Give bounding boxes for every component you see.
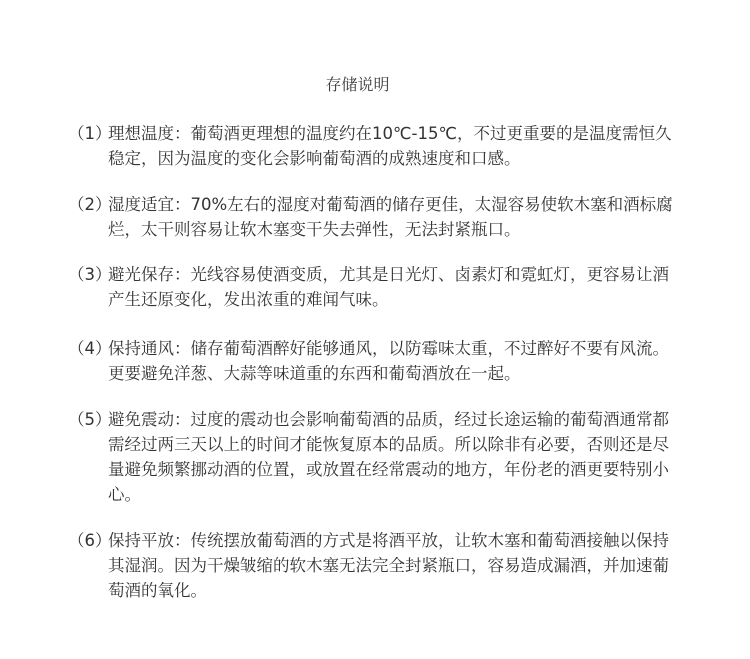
- item-number: （6）: [68, 531, 112, 550]
- item-text: 湿度适宜：70%左右的湿度对葡萄酒的储存更佳，太湿容易使软木塞和酒标腐烂，太干则容易让软木塞变干失去弹性，无法封紧瓶口。: [108, 195, 673, 239]
- item-number: （2）: [68, 195, 112, 214]
- item-number: （1）: [68, 124, 112, 143]
- page-title: 存储说明: [325, 75, 390, 94]
- instruction-item-vibration: [68, 407, 678, 507]
- item-text: 理想温度：葡萄酒更理想的温度约在10℃-15℃，不过更重要的是温度需恒久稳定，因为温度的变化会影响葡萄酒的成熟速度和口感。: [108, 124, 672, 168]
- item-text: 避光保存：光线容易使酒变质，尤其是日光灯、卤素灯和霓虹灯，更容易让酒产生还原变化，发出浓重的难闻气味。: [108, 265, 669, 309]
- item-text: 避免震动：过度的震动也会影响葡萄酒的品质，经过长途运输的葡萄酒通常都需经过两三天以上的时间才能恢复原本的品质。所以除非有必要，否则还是尽量避免频繁挪动酒的位置，或放置在经常震动的地方，年份老的酒更要特别小心。: [108, 410, 669, 504]
- item-number: （3）: [68, 265, 112, 284]
- item-text: 保持平放：传统摆放葡萄酒的方式是将酒平放，让软木塞和葡萄酒接触以保持其湿润。因为干燥皱缩的软木塞无法完全封紧瓶口，容易造成漏酒，并加速葡萄酒的氧化。: [108, 531, 669, 600]
- instruction-item-temperature: [68, 121, 678, 171]
- instruction-item-horizontal: [68, 528, 678, 603]
- item-text: 保持通风：储存葡萄酒醉好能够通风，以防霉味太重，不过醉好不要有风流。更要避免洋葱、大蒜等味道重的东西和葡萄酒放在一起。: [108, 339, 669, 383]
- item-number: （4）: [68, 339, 112, 358]
- instruction-item-humidity: [68, 192, 678, 242]
- instruction-item-light: [68, 262, 678, 312]
- instruction-item-ventilation: [68, 336, 678, 386]
- item-number: （5）: [68, 410, 112, 429]
